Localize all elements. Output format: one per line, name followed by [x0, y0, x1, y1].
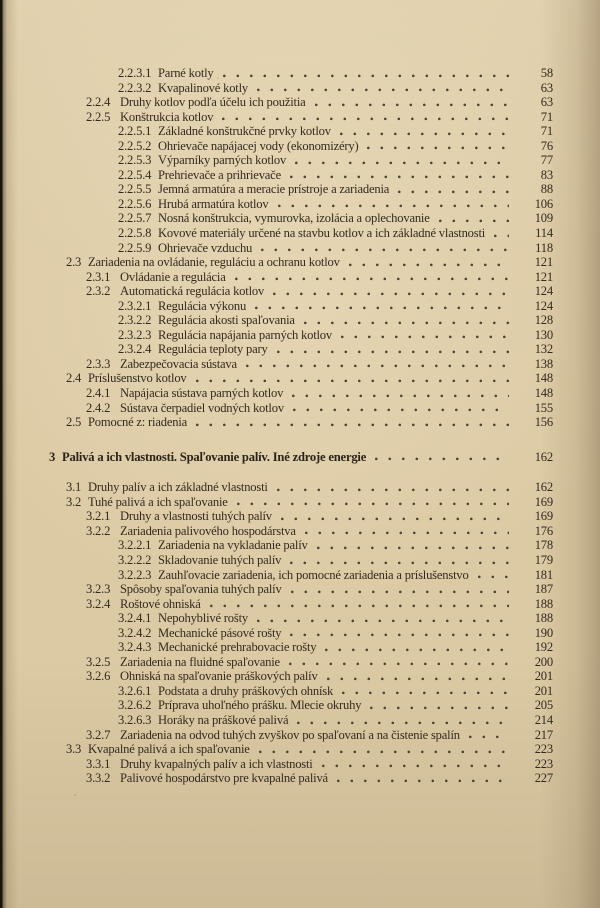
toc-entry-title: Druhy kvapalných palív a ich vlastnosti: [120, 756, 313, 771]
dot-leader: [255, 306, 509, 310]
toc-entry-number: 2.2.5.5: [118, 182, 152, 197]
toc-entry: [0, 582, 553, 597]
toc-entry-page-number: 148: [534, 386, 553, 401]
toc-entry-title: Tuhé palivá a ich spaľovanie: [88, 494, 228, 509]
dot-leader: [223, 74, 509, 78]
dot-leader: [289, 662, 509, 666]
dot-leader: [292, 394, 509, 398]
toc-entry: [0, 742, 553, 757]
dot-leader: [281, 517, 509, 521]
dot-leader: [257, 619, 509, 623]
dot-leader: [297, 721, 509, 725]
toc-entry: [0, 640, 553, 655]
toc-entry-title: Ohniská na spaľovanie práškových palív: [120, 669, 318, 684]
dot-leader: [278, 204, 509, 208]
toc-entry-title: Prehrievače a prihrievače: [158, 167, 281, 182]
toc-entry-number: 3.2.2: [86, 523, 111, 538]
toc-entry-page-number: 162: [534, 449, 553, 464]
toc-entry-title: Konštrukcia kotlov: [120, 109, 214, 124]
toc-entry-page-number: 124: [534, 284, 553, 299]
toc-entry-page-number: 188: [534, 611, 553, 626]
toc-entry: [0, 95, 553, 110]
toc-entry-page-number: 169: [534, 509, 553, 524]
toc-entry: [0, 415, 553, 430]
toc-entry-number: 3.2.4.3: [118, 640, 152, 655]
toc-entry-title: Zariadenia na ovládanie, reguláciu a ochranu kotlov: [88, 255, 340, 270]
toc-entry-title: Kovové materiály určené na stavbu kotlov a ich základné vlastnosti: [158, 226, 486, 241]
toc-entry-number: 3.2.2.3: [118, 567, 152, 582]
toc-entry-page-number: 121: [534, 269, 553, 284]
toc-entry: [0, 153, 553, 168]
toc-entry-title: Kvapalné palivá a ich spaľovanie: [88, 742, 250, 757]
dot-leader: [494, 234, 509, 238]
toc-entry: [0, 538, 553, 553]
toc-chapter-heading: [0, 450, 553, 465]
toc-entry: [0, 553, 553, 568]
toc-entry: [0, 342, 553, 357]
toc-entry: [0, 655, 553, 670]
toc-entry-page-number: 71: [540, 124, 553, 139]
toc-entry-page-number: 178: [534, 538, 553, 553]
toc-entry-page-number: 223: [534, 756, 553, 771]
toc-entry-page-number: 223: [534, 742, 553, 757]
toc-entry: [0, 669, 553, 684]
toc-entry-title: Automatická regulácia kotlov: [120, 284, 265, 299]
toc-entry: [0, 524, 553, 539]
dot-leader: [317, 546, 509, 550]
toc-entry-title: Jemná armatúra a meracie prístroje a zariadenia: [158, 182, 390, 197]
toc-entry-title: Regulácia akosti spaľovania: [158, 313, 295, 328]
toc-entry: [0, 182, 553, 197]
toc-entry-title: Regulácia výkonu: [158, 298, 247, 313]
dot-leader: [478, 575, 509, 579]
toc-entry-title: Ovládanie a regulácia: [120, 269, 226, 284]
dot-leader: [295, 161, 509, 165]
dot-leader: [341, 335, 509, 339]
toc-entry-title: Horáky na práškové palivá: [158, 712, 289, 727]
toc-entry: [0, 401, 553, 416]
toc-entry-page-number: 130: [534, 327, 553, 342]
toc-entry-title: Zauhľovacie zariadenia, ich pomocné zariadenia a príslušenstvo: [158, 567, 469, 582]
toc-entry-title: Palivové hospodárstvo pre kvapalné palivá: [120, 771, 328, 786]
toc-entry-number: 2.3.1: [86, 269, 111, 284]
toc-entry-page-number: 156: [534, 415, 553, 430]
toc-entry-title: Spôsoby spaľovania tuhých palív: [120, 582, 282, 597]
dot-leader: [291, 590, 509, 594]
toc-entry-page-number: 77: [540, 153, 553, 168]
toc-entry-number: 2.2.3.1: [118, 66, 152, 80]
toc-entry-number: 2.2.5.2: [118, 138, 152, 153]
dot-leader: [337, 779, 509, 783]
toc-entry-page-number: 63: [540, 95, 553, 110]
toc-entry-page-number: 76: [540, 138, 553, 153]
dot-leader: [293, 408, 509, 412]
toc-entry-number: 2.4.2: [86, 400, 111, 415]
toc-entry: [0, 684, 553, 699]
toc-entry-title: Zariadenia na fluidné spaľovanie: [120, 654, 280, 669]
toc-entry-number: 3.2.2.1: [118, 538, 152, 553]
toc-entry-title: Príprava uhoľného prášku. Mlecie okruhy: [158, 698, 362, 713]
toc-entry-number: 3.2.4: [86, 596, 111, 611]
toc-entry: [0, 66, 553, 81]
toc-entry-number: 2.3.2: [86, 284, 111, 299]
toc-entry-page-number: 63: [540, 80, 553, 95]
toc-entry-title: Druhy kotlov podľa účelu ich použitia: [120, 95, 306, 110]
toc-entry-title: Príslušenstvo kotlov: [88, 371, 187, 386]
dot-leader: [469, 735, 509, 739]
toc-entry-page-number: 187: [534, 582, 553, 597]
toc-entry-number: 2.4: [66, 371, 82, 386]
toc-entry-number: 3: [49, 449, 56, 464]
toc-entry: [0, 771, 553, 786]
toc-entry-number: 2.4.1: [86, 386, 111, 401]
toc-entry-number: 2.2.5.1: [118, 124, 152, 139]
toc-entry-title: Palivá a ich vlastnosti. Spaľovanie palív. Iné zdroje energie: [62, 449, 367, 464]
toc-entry: [0, 480, 553, 495]
toc-entry-page-number: 200: [534, 654, 553, 669]
toc-entry: [0, 124, 553, 139]
toc-entry-title: Zariadenia na odvod tuhých zvyškov po spaľovaní a na čistenie spalín: [120, 727, 460, 742]
dot-leader: [277, 350, 509, 354]
toc-entry: [0, 728, 553, 743]
toc-entry-number: 2.3.2.1: [118, 298, 152, 313]
toc-entry-number: 3.2.6: [86, 669, 111, 684]
dot-leader: [327, 677, 509, 681]
dot-leader: [342, 691, 509, 695]
dot-leader: [222, 117, 509, 121]
toc-entry-number: 3.1: [66, 480, 82, 495]
toc-entry-page-number: 58: [540, 66, 553, 80]
toc-entry-page-number: 138: [534, 356, 553, 371]
dot-leader: [246, 364, 509, 368]
toc-entry-number: 2.2.5.3: [118, 153, 152, 168]
toc-entry-page-number: 109: [534, 211, 553, 226]
toc-entry-title: Zariadenia palivového hospodárstva: [120, 523, 296, 538]
toc-entry-page-number: 201: [534, 683, 553, 698]
toc-entry-number: 3.2.6.2: [118, 698, 152, 713]
dot-leader: [370, 706, 509, 710]
toc-entry-title: Mechanické prehrabovacie rošty: [158, 640, 317, 655]
toc-entry-title: Druhy a vlastnosti tuhých palív: [120, 509, 272, 524]
toc-entry: [0, 81, 553, 96]
toc-entry: [0, 226, 553, 241]
dot-leader: [277, 488, 509, 492]
toc-entry-title: Ohrievače vzduchu: [158, 240, 253, 255]
toc-entry-number: 2.2.5.6: [118, 196, 152, 211]
toc-entry-title: Regulácia teploty pary: [158, 342, 268, 357]
toc-entry: [0, 757, 553, 772]
dot-leader: [290, 175, 509, 179]
dot-leader: [340, 132, 509, 136]
dot-leader: [196, 379, 509, 383]
toc-entry-number: 2.3.2.2: [118, 313, 152, 328]
dot-leader: [325, 648, 509, 652]
toc-entry-page-number: 188: [534, 596, 553, 611]
toc-entry: [0, 110, 553, 125]
dot-leader: [235, 277, 509, 281]
toc-entry-page-number: 201: [534, 669, 553, 684]
toc-entry-page-number: 176: [534, 523, 553, 538]
dot-leader: [322, 764, 509, 768]
toc-entry-page-number: 217: [534, 727, 553, 742]
toc-entry-page-number: 162: [534, 480, 553, 495]
toc-entry-title: Kvapalinové kotly: [158, 80, 248, 95]
toc-entry-page-number: 118: [535, 240, 553, 255]
toc-entry-title: Podstata a druhy práškových ohnísk: [158, 683, 334, 698]
dot-leader: [349, 263, 509, 267]
toc-entry: [0, 168, 553, 183]
toc-entry-page-number: 205: [534, 698, 553, 713]
toc-entry: [0, 597, 553, 612]
toc-entry-title: Nepohyblivé rošty: [158, 611, 248, 626]
toc-entry: [0, 241, 553, 256]
toc-entry-number: 3.3.2: [86, 771, 111, 786]
toc-entry-number: 3.2.2.2: [118, 552, 152, 567]
toc-entry-title: Regulácia napájania parných kotlov: [158, 327, 332, 342]
dot-leader: [304, 321, 509, 325]
toc-entry: [0, 139, 553, 154]
toc-entry-number: 2.3.2.3: [118, 327, 152, 342]
toc-entry-number: 2.2.3.2: [118, 80, 152, 95]
toc-entry-page-number: 214: [534, 712, 553, 727]
dot-leader: [237, 502, 509, 506]
toc-entry: [0, 371, 553, 386]
toc-entry-title: Napájacia sústava parných kotlov: [120, 386, 284, 401]
dot-leader: [439, 219, 509, 223]
toc-entry-number: 3.2.6.3: [118, 712, 152, 727]
toc-entry-number: 2.2.4: [86, 95, 111, 110]
toc-entry-title: Skladovanie tuhých palív: [158, 552, 282, 567]
toc-entry: [0, 313, 553, 328]
toc-entry: [0, 270, 553, 285]
toc-entry-page-number: 114: [535, 226, 553, 241]
toc-entry-page-number: 155: [534, 400, 553, 415]
toc-entry-title: Mechanické pásové rošty: [158, 625, 282, 640]
toc-entry-number: 3.2.5: [86, 654, 111, 669]
toc-entry-page-number: 128: [534, 313, 553, 328]
toc-entry: [0, 698, 553, 713]
toc-entry: [0, 509, 553, 524]
toc-entry: [0, 626, 553, 641]
dot-leader: [305, 531, 509, 535]
toc-entry-title: Parné kotly: [158, 66, 214, 80]
dot-leader: [273, 292, 509, 296]
toc-entry-number: 3.2.7: [86, 727, 111, 742]
toc-entry-number: 2.3: [66, 255, 82, 270]
toc-entry-number: 3.3.1: [86, 756, 111, 771]
toc-entry: [0, 568, 553, 583]
toc-entry-page-number: 121: [534, 255, 553, 270]
toc-entry: [0, 611, 553, 626]
toc-entry-page-number: 83: [540, 167, 553, 182]
toc-entry-title: Druhy palív a ich základné vlastnosti: [88, 480, 268, 495]
toc-entry-page-number: 88: [540, 182, 553, 197]
dot-leader: [196, 423, 509, 427]
toc-entry-title: Hrubá armatúra kotlov: [158, 196, 269, 211]
toc-entry-page-number: 132: [534, 342, 553, 357]
toc-entry-number: 3.2.1: [86, 509, 111, 524]
toc-entry-number: 3.2: [66, 494, 82, 509]
toc-entry-page-number: 181: [534, 567, 553, 582]
toc-entry: [0, 299, 553, 314]
toc-entry-page-number: 71: [540, 109, 553, 124]
dot-leader: [290, 561, 509, 565]
toc-entry-page-number: 179: [534, 552, 553, 567]
toc-entry-title: Zariadenia na vykladanie palív: [158, 538, 308, 553]
toc-entry-title: Základné konštrukčné prvky kotlov: [158, 124, 331, 139]
toc-entry-page-number: 192: [534, 640, 553, 655]
dot-leader: [367, 146, 509, 150]
dot-leader: [375, 457, 509, 461]
dot-leader: [259, 750, 509, 754]
toc-entry-number: 2.5: [66, 415, 82, 430]
toc-entry-title: Sústava čerpadiel vodných kotlov: [120, 400, 284, 415]
toc-entry-title: Nosná konštrukcia, vymurovka, izolácia a oplechovanie: [158, 211, 430, 226]
toc-entry: [0, 197, 553, 212]
toc-entry-number: 3.2.6.1: [118, 683, 152, 698]
toc-entry: [0, 713, 553, 728]
dot-leader: [261, 248, 509, 252]
dot-leader: [210, 604, 509, 608]
toc-entry-number: 2.2.5.9: [118, 240, 152, 255]
toc-entry-title: Roštové ohniská: [120, 596, 201, 611]
toc-entry-page-number: 169: [534, 494, 553, 509]
dot-leader: [398, 190, 509, 194]
toc-entry-page-number: 227: [534, 771, 553, 786]
toc-entry-page-number: 190: [534, 625, 553, 640]
toc-entry: [0, 284, 553, 299]
toc-entry-title: Výparníky parných kotlov: [158, 153, 287, 168]
toc-entry-title: Zabezpečovacia sústava: [120, 356, 237, 371]
toc-entry-number: 2.2.5.4: [118, 167, 152, 182]
toc-entry-page-number: 124: [534, 298, 553, 313]
toc-entry-number: 3.2.4.2: [118, 625, 152, 640]
toc-entry-number: 2.2.5.7: [118, 211, 152, 226]
toc-entry: [0, 211, 553, 226]
toc-entry-number: 3.2.4.1: [118, 611, 152, 626]
toc-entry: [0, 255, 553, 270]
toc-entry: [0, 328, 553, 343]
toc-entry-page-number: 106: [534, 196, 553, 211]
toc-entry-number: 2.3.3: [86, 356, 111, 371]
toc-entry-title: Pomocné z: riadenia: [88, 415, 188, 430]
dot-leader: [257, 88, 509, 92]
dot-leader: [290, 633, 509, 637]
toc-entry-page-number: 148: [534, 371, 553, 386]
toc-entry: [0, 357, 553, 372]
toc-entry-number: 3.2.3: [86, 582, 111, 597]
toc-entry: [0, 495, 553, 510]
toc-entry-number: 3.3: [66, 742, 82, 757]
toc-entry-number: 2.2.5: [86, 109, 111, 124]
toc-entry-title: Ohrievače napájacej vody (ekonomizéry): [158, 138, 359, 153]
toc-entry-number: 2.2.5.8: [118, 226, 152, 241]
toc-entry: [0, 386, 553, 401]
dot-leader: [315, 103, 509, 107]
table-of-contents: [0, 66, 553, 786]
toc-entry-number: 2.3.2.4: [118, 342, 152, 357]
